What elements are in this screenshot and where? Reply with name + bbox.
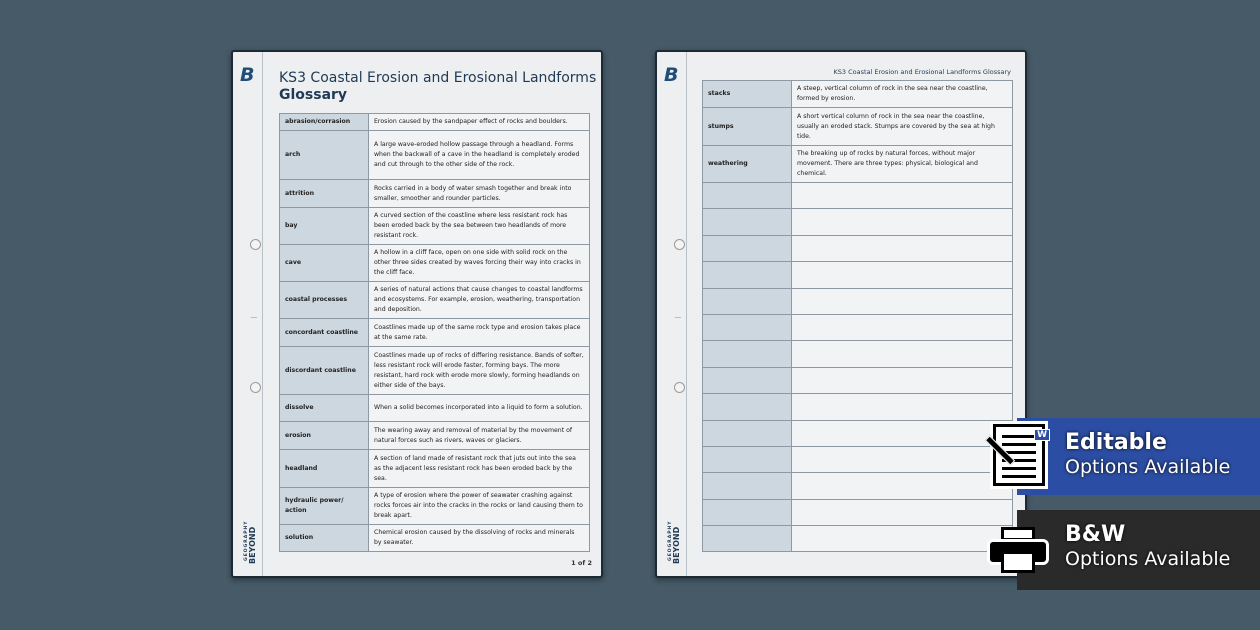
table-row <box>280 347 590 395</box>
punch-hole-icon <box>250 382 261 393</box>
beyond-logo: B <box>664 64 679 86</box>
empty-term-cell <box>703 262 792 288</box>
empty-table-row <box>703 446 1013 472</box>
empty-term-cell <box>703 183 792 209</box>
empty-definition-cell <box>792 473 1013 499</box>
empty-definition-cell <box>792 341 1013 367</box>
table-row <box>280 245 590 282</box>
glossary-term: discordant coastline <box>280 347 369 395</box>
empty-term-cell <box>703 209 792 235</box>
empty-term-cell <box>703 420 792 446</box>
table-row <box>280 525 590 552</box>
glossary-term: coastal processes <box>280 282 369 319</box>
table-row <box>280 450 590 488</box>
edit-document-icon <box>993 424 1045 486</box>
glossary-definition: When a solid becomes incorporated into a liquid to form a solution. <box>369 395 590 422</box>
table-row <box>703 108 1013 146</box>
empty-table-row <box>703 341 1013 367</box>
glossary-page-1 <box>231 50 603 578</box>
empty-definition-cell <box>792 235 1013 261</box>
word-badge: W <box>1034 429 1050 441</box>
glossary-definition: A steep, vertical column of rock in the sea near the coastline, formed by erosion. <box>792 81 1013 108</box>
glossary-term: stumps <box>703 108 792 146</box>
empty-table-row <box>703 367 1013 393</box>
empty-table-row <box>703 183 1013 209</box>
empty-term-cell <box>703 526 792 552</box>
empty-definition-cell <box>792 499 1013 525</box>
glossary-term: abrasion/corrasion <box>280 114 369 131</box>
empty-table-row <box>703 262 1013 288</box>
beyond-logo: B <box>240 64 255 86</box>
punch-hole-icon <box>250 239 261 250</box>
glossary-definition: A section of land made of resistant rock that juts out into the sea as the adjacent less resistant rock has been eroded back by the sea. <box>369 450 590 488</box>
empty-definition-cell <box>792 183 1013 209</box>
glossary-term: solution <box>280 525 369 552</box>
empty-table-row <box>703 499 1013 525</box>
page-margin: B BEYOND GEOGRAPHY <box>233 52 263 576</box>
glossary-term: cave <box>280 245 369 282</box>
page-number: 1 of 2 <box>571 559 592 567</box>
empty-definition-cell <box>792 446 1013 472</box>
glossary-term: concordant coastline <box>280 319 369 347</box>
table-row <box>280 319 590 347</box>
empty-term-cell <box>703 288 792 314</box>
empty-term-cell <box>703 367 792 393</box>
empty-table-row <box>703 209 1013 235</box>
glossary-term: arch <box>280 131 369 180</box>
table-row <box>280 131 590 180</box>
glossary-definition: Coastlines made up of the same rock type and erosion takes place at the same rate. <box>369 319 590 347</box>
punch-hole-icon <box>674 239 685 250</box>
punch-hole-icon <box>674 382 685 393</box>
banner-subtitle: Options Available <box>1065 548 1231 570</box>
empty-definition-cell <box>792 314 1013 340</box>
empty-table-row <box>703 526 1013 552</box>
glossary-term: weathering <box>703 146 792 183</box>
table-row <box>280 208 590 245</box>
empty-definition-cell <box>792 367 1013 393</box>
banner-title: B&W <box>1065 522 1126 547</box>
glossary-page-2 <box>655 50 1027 578</box>
empty-definition-cell <box>792 262 1013 288</box>
table-row <box>280 488 590 525</box>
glossary-definition: A series of natural actions that cause changes to coastal landforms and ecosystems. For example, erosion, weathering, transportation and deposition. <box>369 282 590 319</box>
glossary-term: hydraulic power/ action <box>280 488 369 525</box>
glossary-definition: Coastlines made up of rocks of differing resistance. Bands of softer, less resistant rock will erode faster, forming bays. The more resistant, hard rock with erode more slowly, forming headlands on either side of the bays. <box>369 347 590 395</box>
table-row <box>280 422 590 450</box>
empty-term-cell <box>703 341 792 367</box>
fold-mark <box>251 317 257 318</box>
page-title: KS3 Coastal Erosion and Erosional Landforms Glossary <box>279 70 597 103</box>
table-row <box>280 114 590 131</box>
page-header: KS3 Coastal Erosion and Erosional Landforms Glossary <box>833 68 1011 76</box>
bw-options-banner[interactable] <box>1017 510 1260 590</box>
glossary-definition: A type of erosion where the power of seawater crashing against rocks forces air into the cracks in the rocks or land causing them to break apart. <box>369 488 590 525</box>
empty-definition-cell <box>792 394 1013 420</box>
empty-table-row <box>703 473 1013 499</box>
glossary-term: attrition <box>280 180 369 208</box>
glossary-definition: Chemical erosion caused by the dissolving of rocks and minerals by seawater. <box>369 525 590 552</box>
table-row <box>703 146 1013 183</box>
empty-table-row <box>703 394 1013 420</box>
glossary-table <box>279 113 590 552</box>
empty-definition-cell <box>792 526 1013 552</box>
empty-term-cell <box>703 394 792 420</box>
table-row <box>280 180 590 208</box>
empty-definition-cell <box>792 288 1013 314</box>
empty-table-row <box>703 420 1013 446</box>
empty-term-cell <box>703 314 792 340</box>
empty-definition-cell <box>792 420 1013 446</box>
page-margin: B BEYOND GEOGRAPHY <box>657 52 687 576</box>
glossary-term: stacks <box>703 81 792 108</box>
glossary-definition: A curved section of the coastline where less resistant rock has been eroded back by the sea between two headlands of more resistant rock. <box>369 208 590 245</box>
printer-icon <box>987 527 1049 573</box>
empty-term-cell <box>703 235 792 261</box>
empty-definition-cell <box>792 209 1013 235</box>
glossary-definition: The breaking up of rocks by natural forces, without major movement. There are three types: physical, biological and chemical. <box>792 146 1013 183</box>
glossary-definition: Rocks carried in a body of water smash together and break into smaller, smoother and rounder particles. <box>369 180 590 208</box>
table-row <box>280 395 590 422</box>
table-row <box>280 282 590 319</box>
empty-table-row <box>703 314 1013 340</box>
glossary-term: headland <box>280 450 369 488</box>
empty-term-cell <box>703 473 792 499</box>
empty-term-cell <box>703 499 792 525</box>
empty-table-row <box>703 288 1013 314</box>
glossary-definition: Erosion caused by the sandpaper effect of rocks and boulders. <box>369 114 590 131</box>
glossary-term: dissolve <box>280 395 369 422</box>
table-row <box>703 81 1013 108</box>
glossary-term: bay <box>280 208 369 245</box>
glossary-definition: A hollow in a cliff face, open on one side with solid rock on the other three sides created by waves forcing their way into cracks in the cliff face. <box>369 245 590 282</box>
editable-options-banner[interactable] <box>1017 418 1260 495</box>
glossary-definition: The wearing away and removal of material by the movement of natural forces such as rivers, waves or glaciers. <box>369 422 590 450</box>
glossary-definition: A large wave-eroded hollow passage through a headland. Forms when the backwall of a cave in the headland is completely eroded and cut through to the other side of the rock. <box>369 131 590 180</box>
empty-table-row <box>703 235 1013 261</box>
empty-term-cell <box>703 446 792 472</box>
glossary-definition: A short vertical column of rock in the sea near the coastline, usually an eroded stack. Stumps are covered by the sea at high tide. <box>792 108 1013 146</box>
fold-mark <box>675 317 681 318</box>
glossary-table <box>702 80 1013 552</box>
banner-subtitle: Options Available <box>1065 456 1231 478</box>
banner-title: Editable <box>1065 430 1167 455</box>
glossary-term: erosion <box>280 422 369 450</box>
